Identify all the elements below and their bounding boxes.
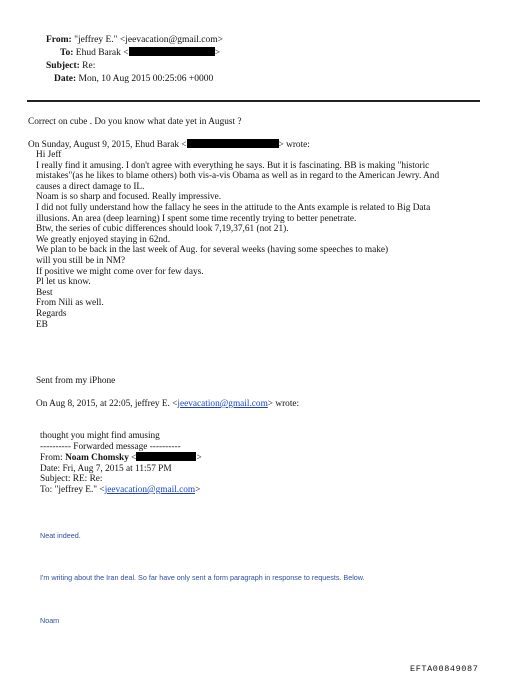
date-row [46, 73, 306, 86]
quoted-line: I really find it amusing. I don't agree with everything he says. But it is fascinating. BB is making "historic [36, 160, 430, 171]
quoted-body [36, 150, 496, 330]
email-link[interactable]: jeevacation@gmail.com [104, 484, 196, 495]
quoted-line: If positive we might come over for few days. [36, 266, 204, 277]
from-email: jeevacation@gmail.com [125, 35, 218, 45]
forward-subject: Subject: RE: Re: [40, 474, 103, 485]
noam-line-2: I'm writing about the Iran deal. So far have only sent a form paragraph in response to requests. Below. [40, 573, 365, 582]
to-value: Ehud Barak < [75, 48, 129, 58]
date-value: Mon, 10 Aug 2015 00:25:06 +0000 [78, 74, 214, 84]
forward-note: thought you might find amusing [40, 431, 160, 441]
quoted-line: EB [36, 319, 48, 330]
forward-to: To: "jeffrey E." <jeevacation@gmail.com> [40, 484, 201, 495]
quoted-line: From Nili as well. [36, 298, 104, 309]
email-link[interactable]: jeevacation@gmail.com [177, 399, 268, 409]
subject-value: Re: [82, 61, 96, 71]
redaction-bar [136, 452, 196, 461]
quoted-line: illusions. An area (deep learning) I spent some time recently trying to better penetrate. [36, 213, 357, 224]
from-label: From: [46, 35, 72, 45]
to-row: To: Ehud Barak < > [60, 48, 220, 58]
forward-separator: ---------- Forwarded message ---------- [40, 441, 181, 452]
quoted-intro: On Sunday, August 9, 2015, Ehud Barak < > wrote: [28, 140, 310, 150]
from-value: "jeffrey E." < [74, 35, 126, 45]
subject-row [46, 60, 306, 73]
forwarded-block [40, 431, 340, 496]
date-label: Date: [54, 74, 77, 84]
sent-from: Sent from my iPhone [36, 376, 116, 386]
quoted-line: will you still be in NM? [36, 255, 126, 266]
redaction-bar [187, 139, 279, 148]
quoted-line: I did not fully understand how the fallacy he sees in the attitude to the Ants example is related to Big Data [36, 202, 431, 213]
quoted-line: Best [36, 287, 53, 298]
aug8-intro: On Aug 8, 2015, at 22:05, jeffrey E. <jeevacation@gmail.com> wrote: [36, 399, 300, 409]
reply-text: Correct on cube . Do you know what date yet in August ? [28, 117, 242, 127]
to-label: To: [60, 48, 74, 58]
quoted-line: Pl let us know. [36, 277, 91, 288]
forward-date: Date: Fri, Aug 7, 2015 at 11:57 PM [40, 463, 172, 474]
quoted-line: We greatly enjoyed staying in 62nd. [36, 234, 171, 245]
quoted-line: Regards [36, 308, 67, 319]
quoted-line: Noam is so sharp and focused. Really impressive. [36, 192, 222, 203]
email-header [46, 34, 306, 86]
sender-name: Noam Chomsky [65, 453, 129, 464]
header-divider [27, 100, 480, 102]
quoted-line: We plan to be back in the last week of Aug. for several weeks (having some speeches to make) [36, 245, 389, 256]
subject-label: Subject: [46, 61, 80, 71]
redaction-bar [129, 47, 215, 56]
forward-from: From: Noam Chomsky < > [40, 453, 202, 464]
quoted-line: causes a direct damage to IL. [36, 181, 145, 192]
quoted-line: Hi Jeff [36, 150, 62, 160]
noam-line-3: Noam [40, 616, 60, 625]
quoted-line: mistakes"(as he likes to blame others) both vis-a-vis Obama as well as in regard to the American Jewry. And [36, 171, 440, 182]
quoted-line: Btw, the series of cubic differences should look 7,19,37,61 (not 21). [36, 224, 289, 235]
from-row: From: "jeffrey E." <jeevacation@gmail.com> [46, 35, 223, 45]
document-id: EFTA00849087 [410, 664, 479, 674]
noam-line-1: Neat indeed. [40, 531, 81, 540]
